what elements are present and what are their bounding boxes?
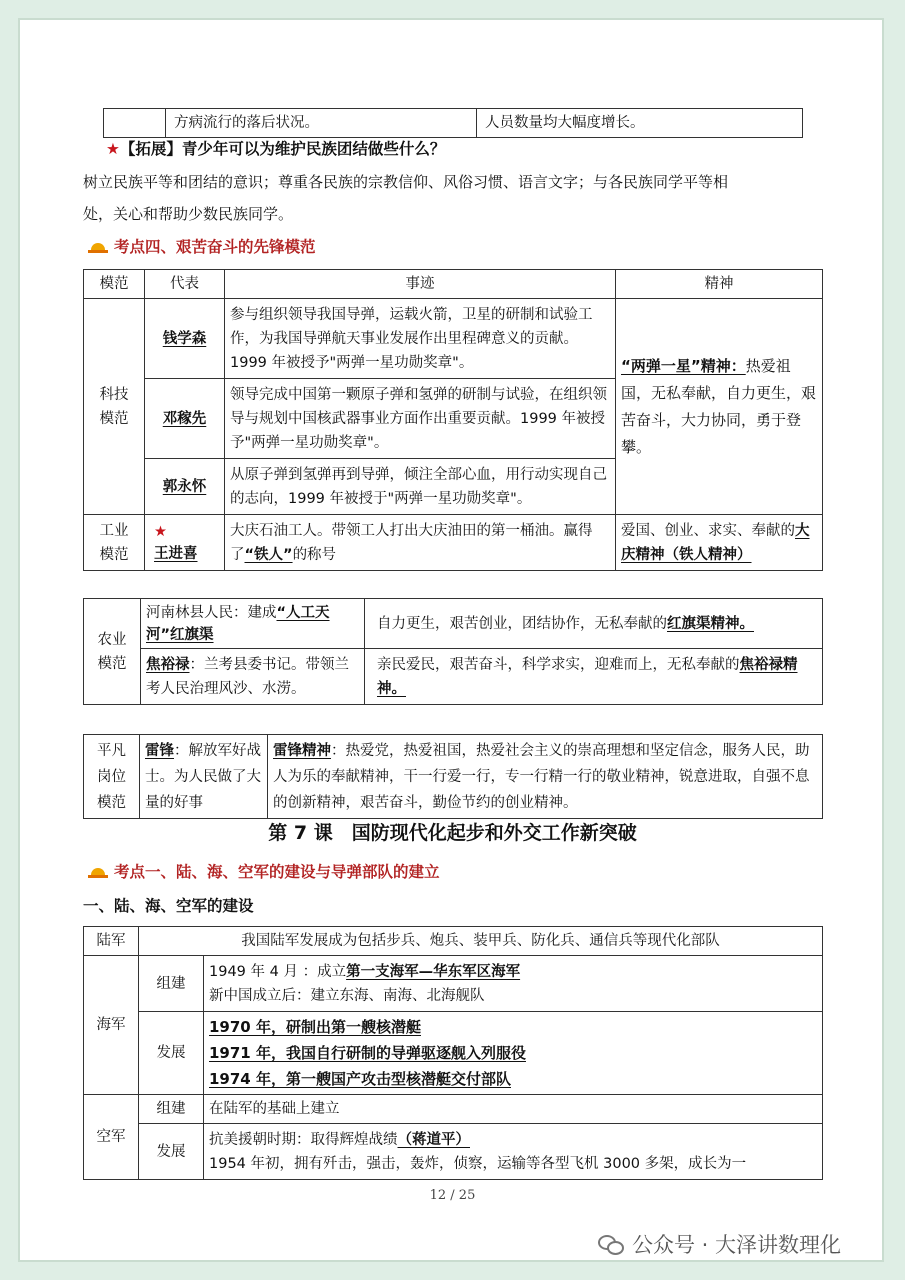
air-dev: 抗美援朝时期：取得辉煌战绩（蒋道平） 1954 年初，拥有歼击，强击，轰炸，侦察，运输等各型飞机 3000 多架，成长为一 [204,1124,823,1180]
air-build-label: 组建 [139,1095,204,1124]
agri-row2-deed: 焦裕禄：兰考县委书记。带领兰考人民治理风沙、水涝。 [141,649,365,705]
kp1-heading: 考点一、陆、海、空军的建设与导弹部队的建立 [88,859,440,885]
header-model: 模范 [84,270,145,299]
header-deed: 事迹 [225,270,616,299]
army-text: 我国陆军发展成为包括步兵、炮兵、装甲兵、防化兵、通信兵等现代化部队 [139,927,823,956]
ordinary-spirit: 雷锋精神：热爱党，热爱祖国，热爱社会主义的崇高理想和坚定信念，服务人民，助人为乐的奉献精神，干一行爱一行，专一行精一行的敬业精神，锐意进取，自强不息的创新精神，艰苦奋斗，勤俭节约的创业精神。 [268,735,823,819]
military-table [83,926,823,1180]
rep-wang [145,515,225,571]
star-icon: ★ [106,140,120,158]
navy-dev-item: 1971 年，我国自行研制的导弹驱逐舰入列服役 [209,1044,526,1062]
rep-wang-name: 王进喜 [154,545,198,562]
rep-qian: 钱学森 [145,299,225,379]
header-rep: 代表 [145,270,225,299]
extension-title: ★【拓展】青少年可以为维护民族团结做些什么？ [106,140,446,158]
agri-row1-spirit: 自力更生，艰苦创业，团结协作，无私奉献的红旗渠精神。 [365,599,823,649]
rep-guo: 郭永怀 [145,459,225,515]
lesson-title: 第 7 课 国防现代化起步和外交工作新突破 [268,822,637,844]
deed-wang: 大庆石油工人。带领工人打出大庆油田的第一桶油。赢得了“铁人”的称号 [225,515,616,571]
top-table-left: 方病流行的落后状况。 [166,109,477,138]
top-table-empty [104,109,166,138]
star-icon: ★ [154,523,167,540]
wechat-icon [598,1235,624,1255]
agri-category: 农业模范 [84,599,141,705]
navy-label: 海军 [84,956,139,1095]
sun-icon [88,864,108,878]
navy-dev [204,1012,823,1095]
rep-deng: 邓稼先 [145,379,225,459]
deed-qian: 参与组织领导我国导弹，运载火箭，卫星的研制和试验工作，为我国导弹航天事业发展作出里程碑意义的贡献。1999 年被授予"两弹一星功勋奖章"。 [225,299,616,379]
agri-table [83,598,823,705]
top-table-right: 人员数量均大幅度增长。 [477,109,803,138]
sci-category: 科技模范 [84,299,145,515]
extension-line-2: 处，关心和帮助少数民族同学。 [83,205,294,223]
deed-guo: 从原子弹到氢弹再到导弹，倾注全部心血，用行动实现自己的志向，1999 年被授于"两弹一星功勋奖章"。 [225,459,616,515]
sci-spirit-text: 热爱祖国，无私奉献，自力更生，艰苦奋斗，大力协同，勇于登攀。 [621,356,817,456]
ind-category: 工业模范 [84,515,145,571]
navy-dev-item: 1974 年，第一艘国产攻击型核潜艇交付部队 [209,1070,511,1088]
navy-build-label: 组建 [139,956,204,1012]
ind-spirit: 爱国、创业、求实、奉献的大庆精神（铁人精神） [616,515,823,571]
top-table [103,108,803,138]
watermark: 公众号 · 大泽讲数理化 [598,1230,841,1260]
air-label: 空军 [84,1095,139,1180]
sci-spirit-name: “两弹一星”精神： [621,356,746,375]
sci-spirit [616,299,823,515]
extension-line-1: 树立民族平等和团结的意识；尊重各民族的宗教信仰、风俗习惯、语言文字；与各民族同学平等相 [83,173,729,191]
page-number: 12 / 25 [429,1188,476,1203]
navy-dev-item: 1970 年，研制出第一艘核潜艇 [209,1018,421,1036]
pioneers-table [83,269,823,571]
kp4-heading: 考点四、艰苦奋斗的先锋模范 [88,235,316,259]
navy-dev-label: 发展 [139,1012,204,1095]
agri-row1-deed: 河南林县人民：建成“人工天河”红旗渠 [141,599,365,649]
header-spirit: 精神 [616,270,823,299]
air-dev-label: 发展 [139,1124,204,1180]
deed-deng: 领导完成中国第一颗原子弹和氢弹的研制与试验，在组织领导与规划中国核武器事业方面作出重要贡献。1999 年被授予"两弹一星功勋奖章"。 [225,379,616,459]
sub1-heading: 一、陆、海、空军的建设 [83,897,254,915]
ordinary-table [83,734,823,819]
agri-row2-spirit: 亲民爱民，艰苦奋斗，科学求实，迎难而上，无私奉献的焦裕禄精神。 [365,649,823,705]
army-label: 陆军 [84,927,139,956]
ordinary-deed: 雷锋：解放军好战士。为人民做了大量的好事 [140,735,268,819]
sun-icon [88,239,108,253]
navy-build: 1949 年 4 月 ：成立第一支海军—华东军区海军 新中国成立后：建立东海、南海、北海舰队 [204,956,823,1012]
ordinary-category: 平凡岗位模范 [84,735,140,819]
air-build: 在陆军的基础上建立 [204,1095,823,1124]
